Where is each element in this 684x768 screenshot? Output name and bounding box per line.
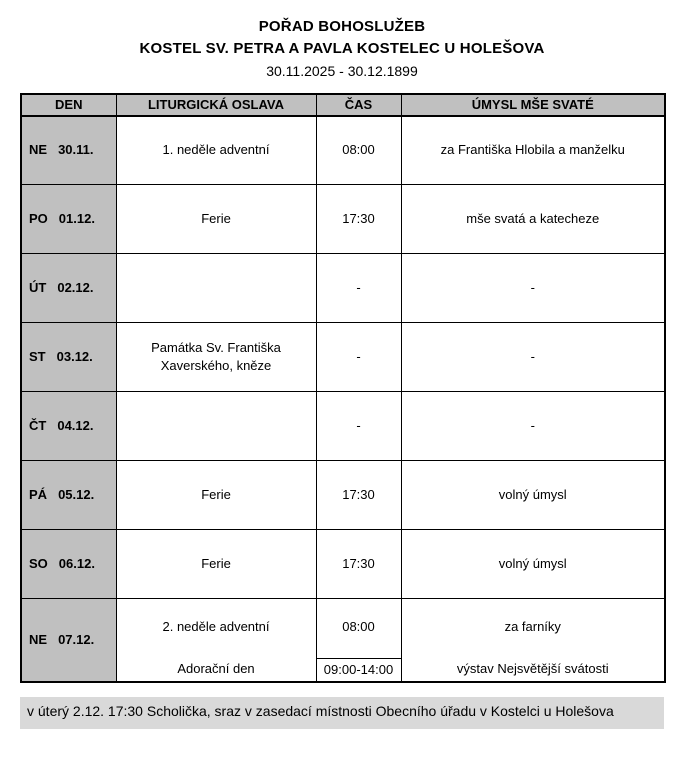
document-title: POŘAD BOHOSLUŽEB (258, 18, 426, 35)
intention-line-2: výstav Nejsvětější svátosti (456, 661, 609, 677)
date-range: 30.11.2025 - 30.12.1899 (266, 62, 418, 79)
day-cell (21, 392, 116, 461)
celebration-cell: 1. neděle adventní (116, 116, 316, 185)
day-abbr: NE (29, 632, 48, 648)
day-date: 30.11. (58, 142, 94, 158)
intention-cell: - (401, 323, 665, 392)
time-cell: 17:30 (316, 530, 401, 599)
celebration-cell (116, 392, 316, 461)
day-abbr: ČT (29, 418, 47, 434)
schedule-table (20, 93, 666, 684)
time-cell: 08:00 (316, 116, 401, 185)
day-date: 03.12. (56, 349, 93, 365)
day-cell (21, 461, 116, 530)
day-date: 02.12. (57, 280, 94, 296)
day-abbr: SO (29, 556, 48, 572)
time-line-2: 09:00-14:00 (317, 658, 401, 681)
time-line-1: 08:00 (342, 619, 375, 634)
celebration-line-2: Adorační den (177, 661, 255, 677)
day-cell (21, 254, 116, 323)
table-row (21, 254, 665, 323)
day-abbr: ST (29, 349, 46, 365)
celebration-cell (116, 599, 316, 683)
time-cell: 17:30 (316, 185, 401, 254)
intention-cell: volný úmysl (401, 530, 665, 599)
table-row (21, 461, 665, 530)
day-abbr: NE (29, 142, 48, 158)
day-date: 05.12. (58, 487, 95, 503)
table-row (21, 530, 665, 599)
time-cell: - (316, 392, 401, 461)
time-cell: 17:30 (316, 461, 401, 530)
day-cell (21, 599, 116, 683)
table-row (21, 185, 665, 254)
day-date: 01.12. (58, 211, 95, 227)
time-cell: - (316, 323, 401, 392)
day-cell (21, 116, 116, 185)
intention-cell: mše svatá a katecheze (401, 185, 665, 254)
day-abbr: PO (29, 211, 48, 227)
intention-cell: - (401, 392, 665, 461)
column-header-liturgicka-oslava: LITURGICKÁ OSLAVA (116, 94, 316, 116)
table-header-row (21, 94, 665, 116)
time-cell: - (316, 254, 401, 323)
intention-cell (401, 599, 665, 683)
intention-cell: volný úmysl (401, 461, 665, 530)
table-row (21, 116, 665, 185)
column-header-den: DEN (21, 94, 116, 116)
day-date: 07.12. (58, 632, 95, 648)
table-row (21, 392, 665, 461)
day-date: 04.12. (57, 418, 94, 434)
celebration-cell: Ferie (116, 185, 316, 254)
day-cell (21, 530, 116, 599)
footer-note-text: v úterý 2.12. 17:30 Scholička, sraz v zasedací místnosti Obecního úřadu v Kostelci u Holešova (27, 703, 614, 719)
intention-line-1: za farníky (504, 619, 561, 634)
column-header-cas: ČAS (316, 94, 401, 116)
celebration-line-1: 2. neděle adventní (162, 619, 270, 634)
day-abbr: ÚT (29, 280, 47, 296)
celebration-cell: Ferie (116, 461, 316, 530)
celebration-cell: Památka Sv. Františka Xaverského, kněze (116, 323, 316, 392)
time-cell (316, 599, 401, 683)
table-row (21, 323, 665, 392)
table-row (21, 599, 665, 683)
celebration-cell: Ferie (116, 530, 316, 599)
church-name: KOSTEL SV. PETRA A PAVLA KOSTELEC U HOLEŠOVA (139, 39, 545, 57)
document-header (20, 16, 664, 79)
column-header-umysl: ÚMYSL MŠE SVATÉ (401, 94, 665, 116)
celebration-cell (116, 254, 316, 323)
intention-cell: - (401, 254, 665, 323)
day-cell (21, 185, 116, 254)
day-abbr: PÁ (29, 487, 48, 503)
footer-note (20, 697, 664, 729)
intention-cell: za Františka Hlobila a manželku (401, 116, 665, 185)
day-cell (21, 323, 116, 392)
day-date: 06.12. (58, 556, 95, 572)
